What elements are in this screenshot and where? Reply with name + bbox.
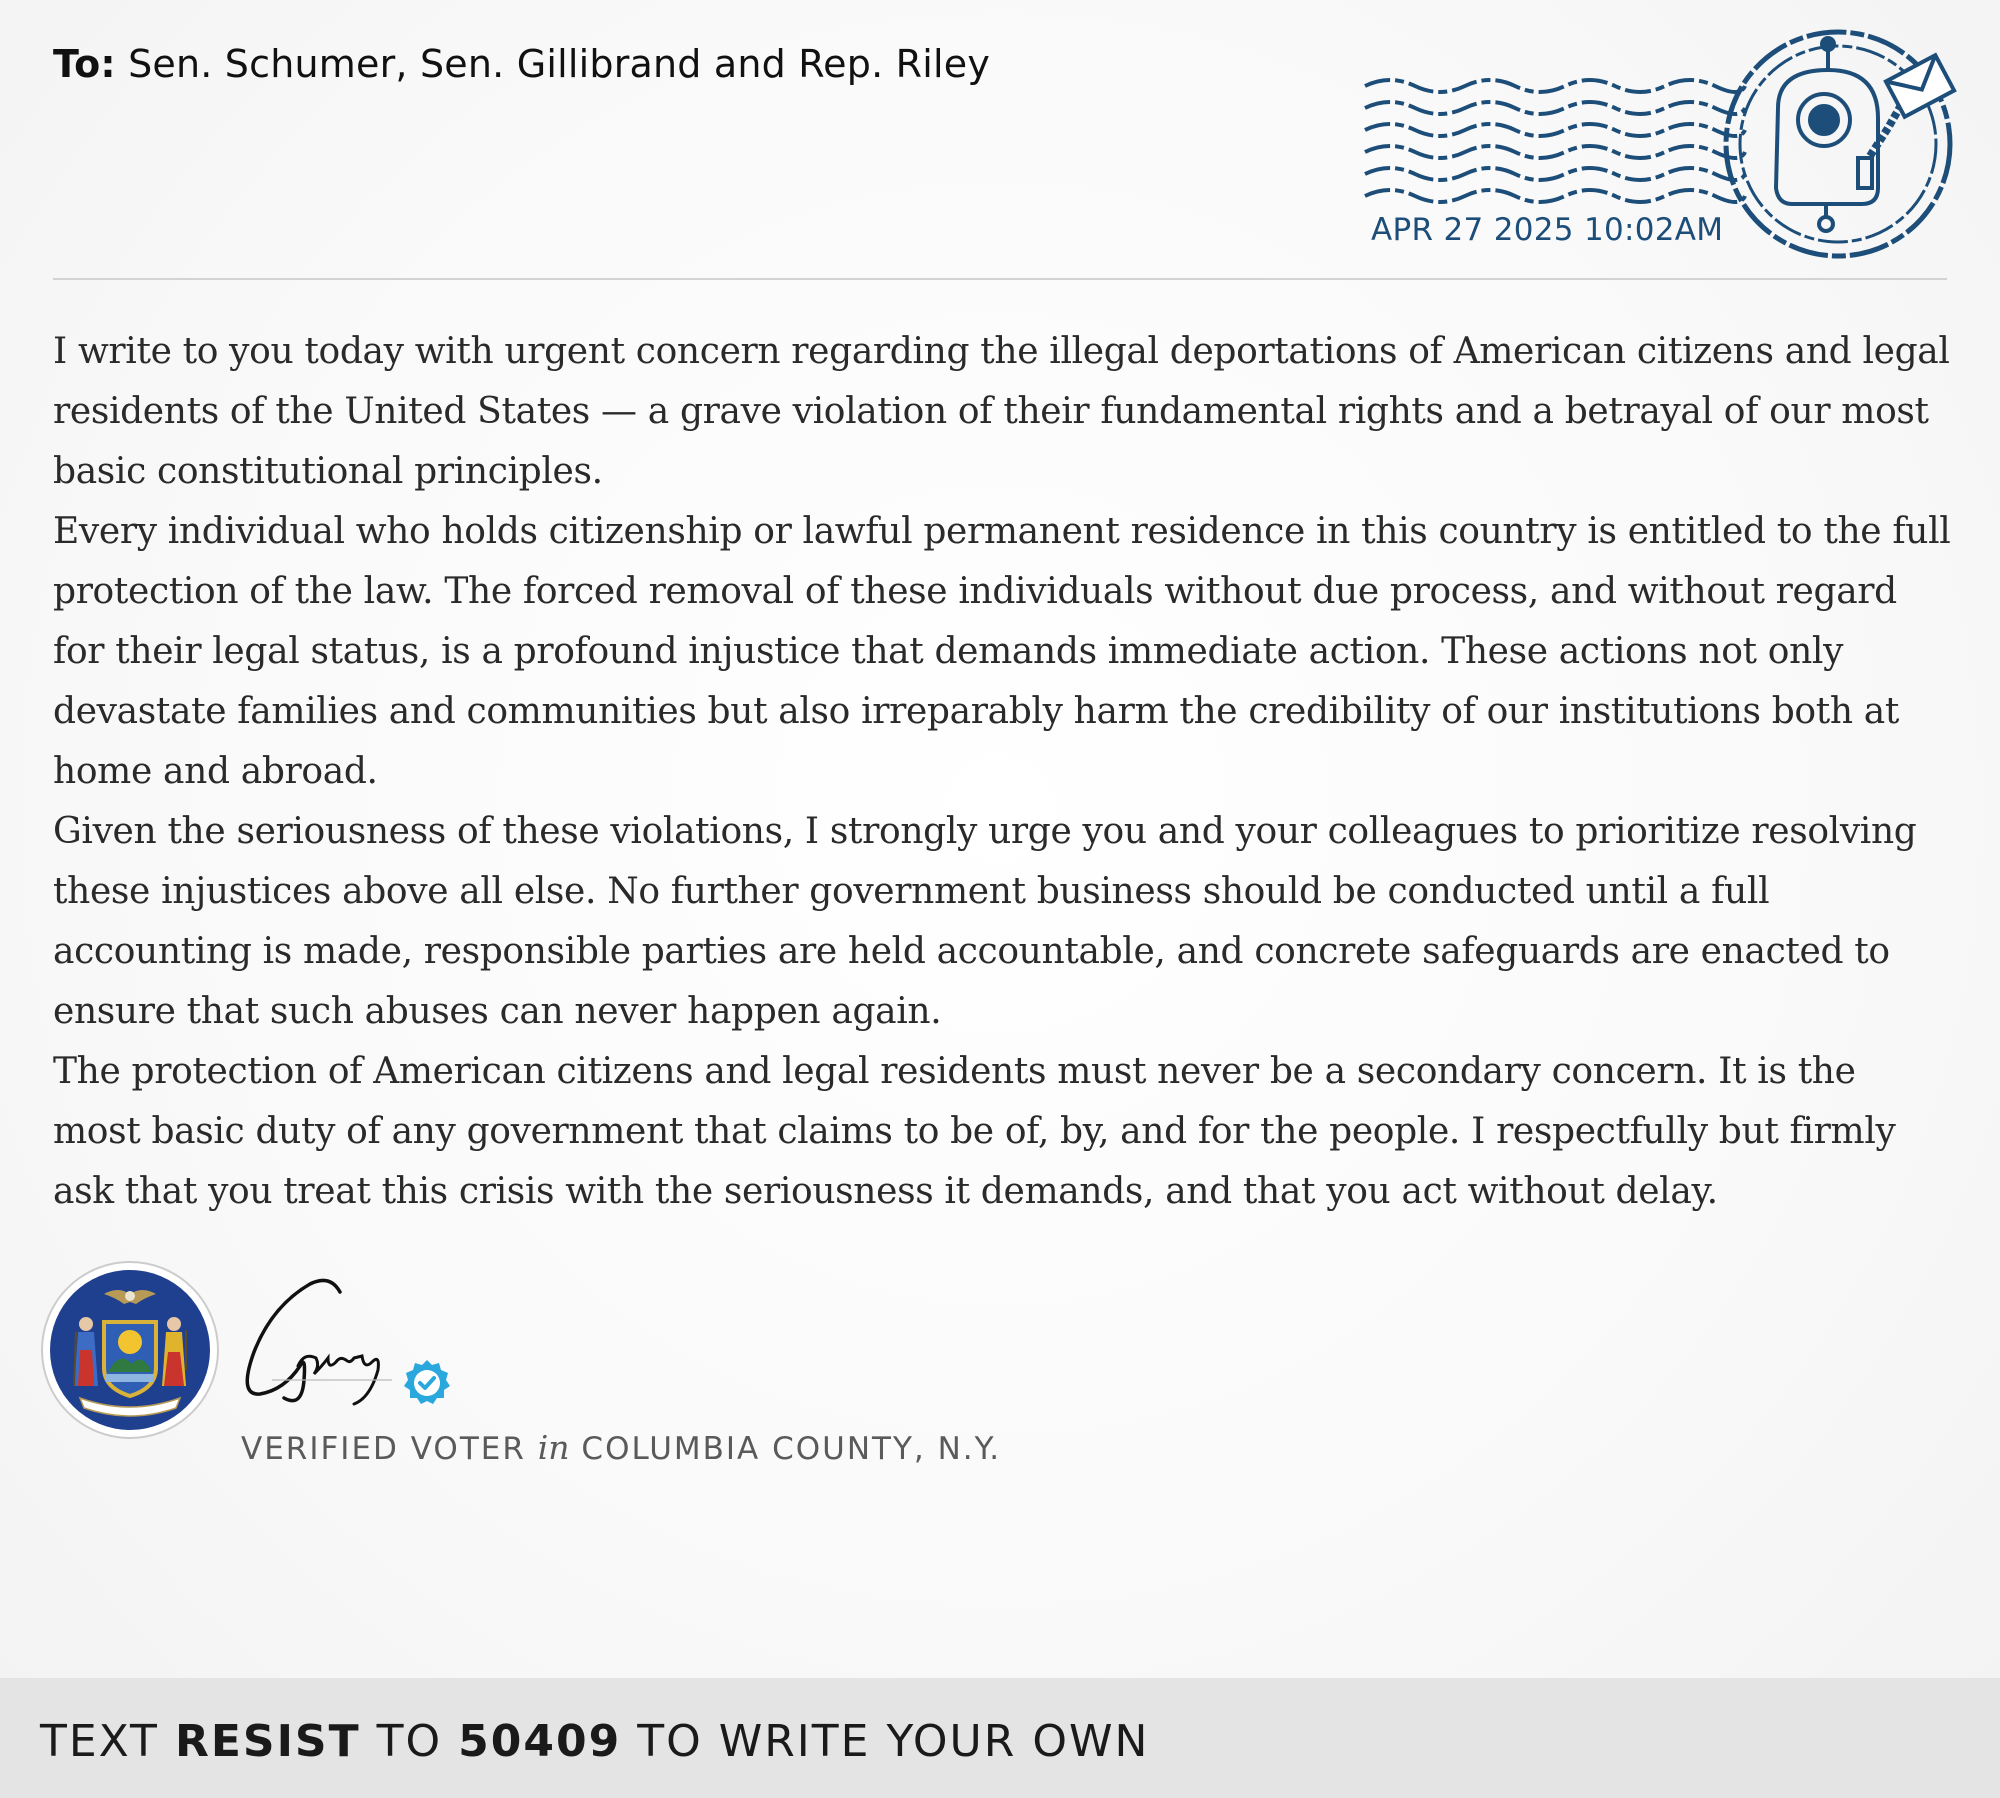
- voter-in: in: [537, 1428, 570, 1467]
- letter-paragraph: I write to you today with urgent concern regarding the illegal deportations of American citizens and legal residents of the United States — a grave violation of their fundamental rights and a betrayal of our most basic constitutional principles.: [53, 331, 1950, 492]
- voter-prefix: VERIFIED VOTER: [241, 1431, 526, 1467]
- postmark-date: APR 27 2025 10:02AM: [1371, 212, 1724, 248]
- verified-voter-line: [241, 1428, 1001, 1467]
- footer-number: 50409: [458, 1716, 622, 1767]
- cancellation-waves: [1365, 80, 1745, 202]
- recipient-line: [53, 42, 990, 86]
- recipients: Sen. Schumer, Sen. Gillibrand and Rep. Riley: [128, 42, 991, 86]
- letter-paragraph: Given the seriousness of these violations, I strongly urge you and your colleagues to prioritize resolving these injustices above all else. No further government business should be conducted until a full accounting is made, responsible parties are held accountable, and concrete safeguards are enacted to ensure that such abuses can never happen again.: [53, 811, 1917, 1032]
- handwritten-signature: [232, 1270, 412, 1410]
- footer-cta: [40, 1716, 1149, 1767]
- footer-banner: [0, 1678, 2000, 1798]
- seal-shield-icon: [104, 1322, 156, 1396]
- robot-mail-stamp-icon: [1726, 32, 1954, 256]
- verified-badge-icon: [402, 1358, 452, 1408]
- voter-location: COLUMBIA COUNTY, N.Y.: [581, 1431, 1002, 1467]
- letter-paragraph: The protection of American citizens and legal residents must never be a secondary concern. It is the most basic duty of any government that claims to be of, by, and for the people. I respectfully but firmly ask that you treat this crisis with the seriousness it demands, and that you act without delay.: [53, 1051, 1896, 1212]
- new-york-state-seal: [40, 1260, 220, 1440]
- footer-keyword: RESIST: [174, 1716, 361, 1767]
- header-divider: [53, 278, 1947, 280]
- footer-text-2: TO: [376, 1716, 443, 1767]
- footer-text-1: TEXT: [40, 1716, 159, 1767]
- footer-text-3: TO WRITE YOUR OWN: [637, 1716, 1150, 1767]
- letter-body: [53, 322, 1953, 1222]
- letter-paragraph: Every individual who holds citizenship or lawful permanent residence in this country is entitled to the full protection of the law. The forced removal of these individuals without due process, and without regard for their legal status, is a profound injustice that demands immediate action. These actions not only devastate families and communities but also irreparably harm the credibility of our institutions both at home and abroad.: [53, 511, 1951, 792]
- to-label: To:: [53, 42, 116, 86]
